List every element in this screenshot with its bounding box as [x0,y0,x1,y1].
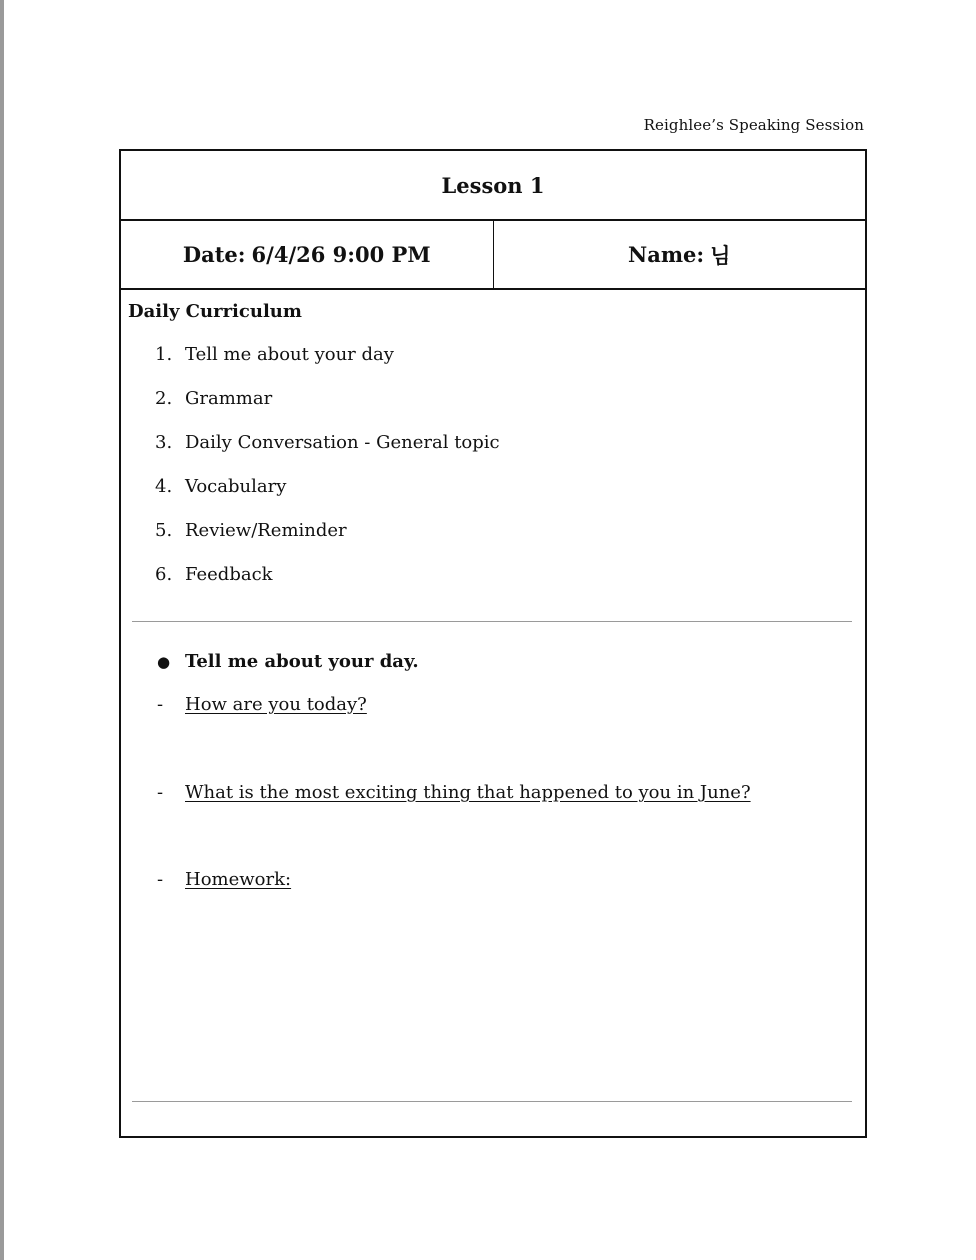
name-cell [494,221,866,288]
curriculum-heading: Daily Curriculum [128,301,302,322]
list-item-text: Feedback [185,564,273,585]
section-divider [132,1101,852,1102]
lesson-sheet [119,149,867,1138]
date-value: 6/4/26 9:00 PM [251,242,431,267]
lesson-title: Lesson 1 [441,172,545,198]
list-item-number: 1. [155,344,173,365]
list-item-number: 2. [155,388,173,409]
list-item-number: 3. [155,432,173,453]
session-title: Reighlee’s Speaking Session [643,116,864,134]
dash-marker: - [157,869,164,890]
name-label: Name: [628,242,705,267]
lesson-title-row [121,151,865,221]
section-divider [132,621,852,622]
date-label: Date: [182,242,246,267]
date-cell [121,221,494,288]
list-item-number: 4. [155,476,173,497]
list-item-number: 6. [155,564,173,585]
page-left-edge [0,0,4,1260]
list-item-text: Grammar [185,388,273,409]
dash-marker: - [157,782,164,803]
homework-label: Homework: [185,869,292,890]
list-item-text: Review/Reminder [185,520,347,541]
list-item-number: 5. [155,520,173,541]
question-text: What is the most exciting thing that happened to you in June? [185,782,751,803]
question-text: How are you today? [185,694,367,715]
list-item-text: Vocabulary [185,476,287,497]
day-section-title: Tell me about your day. [185,651,419,672]
name-value: 님 [710,242,731,268]
lesson-info-row [121,221,865,290]
bullet-marker: ● [157,653,171,671]
list-item-text: Daily Conversation - General topic [185,432,500,453]
dash-marker: - [157,694,164,715]
list-item-text: Tell me about your day [185,344,394,365]
